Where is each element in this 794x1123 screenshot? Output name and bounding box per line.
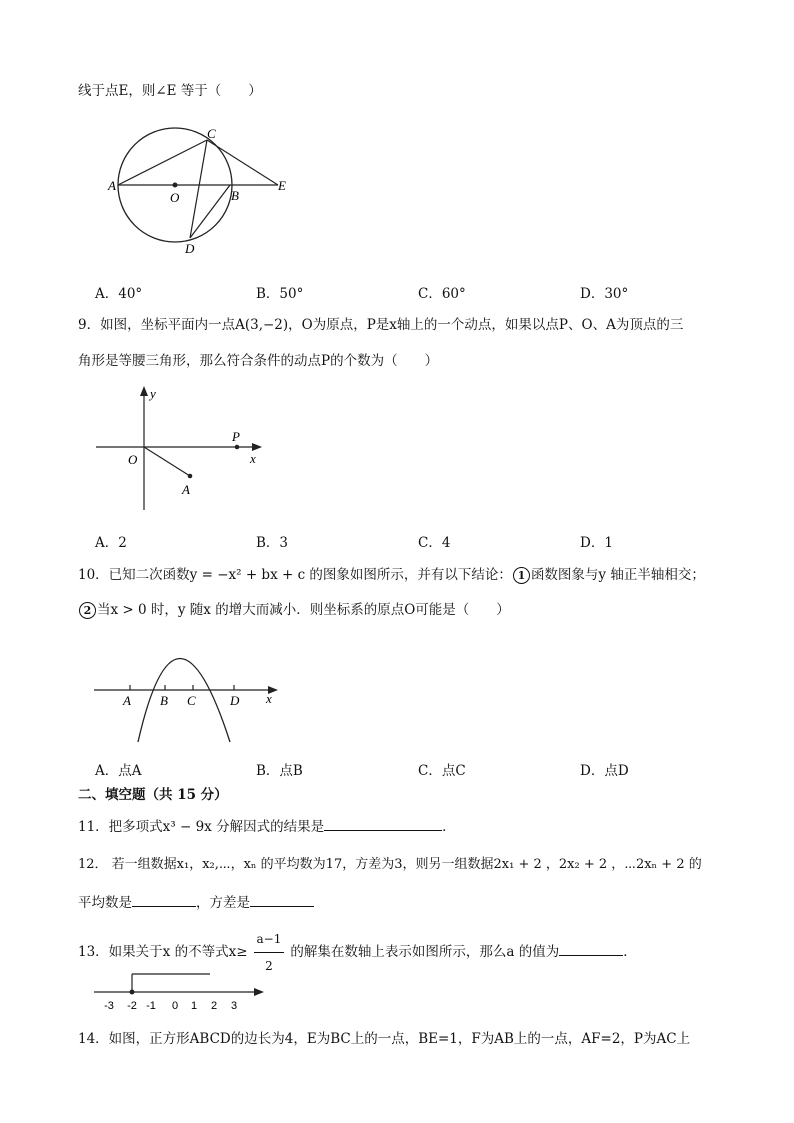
- q8-option-d: D．30°: [580, 286, 629, 302]
- q8-label-C: C: [207, 126, 216, 141]
- q9-coordinate-figure: [92, 382, 272, 512]
- q10-text-b: 函数图象与y 轴正半轴相交；: [530, 567, 705, 583]
- q13-tick-label: 1: [190, 1000, 198, 1012]
- q13-tick-label: 0: [171, 1000, 179, 1012]
- q11-answer-blank[interactable]: [324, 816, 442, 831]
- q14-text: 14．如图，正方形ABCD的边长为4，E为BC上的一点，BE=1，F为AB上的一点，AF=2，P为AC上: [78, 1031, 691, 1047]
- q9-label-x: x: [250, 451, 256, 466]
- q8-label-E: E: [278, 178, 286, 193]
- q8-label-O: O: [170, 190, 180, 205]
- q10-label-D: D: [230, 693, 240, 708]
- q8-label-A: A: [108, 178, 116, 193]
- q13-answer-blank[interactable]: [559, 941, 623, 956]
- q13-tick-label: -1: [146, 1000, 156, 1012]
- q13-text-b: 的解集在数轴上表示如图所示，那么a 的值为: [290, 944, 560, 960]
- q9-text-line1: 9．如图，坐标平面内一点A(3,−2)，O为原点，P是x轴上的一个动点，如果以点P、O、A为顶点的三: [78, 317, 684, 333]
- q9-text-line2: 角形是等腰三角形，那么符合条件的动点P的个数为（ ）: [78, 353, 439, 369]
- q10-text-a: 10．已知二次函数y = −x² + bx + c 的图象如图所示，并有以下结论：: [78, 567, 512, 583]
- q12-variance-blank[interactable]: [250, 892, 314, 907]
- q13-tick-label: 2: [210, 1000, 218, 1012]
- q12-text-a: 平均数是: [78, 895, 132, 911]
- q8-label-B: B: [231, 188, 239, 203]
- q8-option-b: B．50°: [256, 286, 304, 302]
- q10-text-line2: [78, 600, 510, 620]
- q9-label-O: O: [128, 452, 138, 467]
- q11-end: ．: [442, 819, 456, 835]
- q13-number-line: [92, 966, 272, 1016]
- q12-line2: [78, 892, 314, 913]
- q12-mean-blank[interactable]: [132, 892, 196, 907]
- q10-option-d: D．点D: [580, 763, 629, 779]
- q10-label-A: A: [123, 693, 131, 708]
- q9-label-P: P: [232, 429, 240, 444]
- q9-option-a: A．2: [95, 535, 127, 551]
- q13-text-a: 13．如果关于x 的不等式x≥: [78, 944, 248, 960]
- q12-text-b: ，方差是: [196, 895, 250, 911]
- section-heading: 二、填空题（共 15 分）: [78, 787, 228, 803]
- q10-text-c: 当x > 0 时，y 随x 的增大而减小．则坐标系的原点O可能是（ ）: [97, 602, 510, 618]
- q13-fraction-denominator: 2: [265, 959, 273, 973]
- q9-option-c: C．4: [418, 535, 451, 551]
- q13-end: ．: [623, 944, 637, 960]
- q9-label-A: A: [182, 482, 190, 497]
- q9-option-b: B．3: [256, 535, 289, 551]
- q8-option-c: C．60°: [418, 286, 466, 302]
- q9-label-y: y: [150, 386, 156, 401]
- q10-text-line1: [78, 565, 705, 585]
- q13-fraction-numerator: a−1: [254, 926, 285, 953]
- q12-text-line1: 12． 若一组数据x₁，x₂,⋯，xₙ 的平均数为17，方差为3，则另一组数据2x₁ + 2 ，2x₂ + 2 ，⋯2xₙ + 2 的: [78, 857, 702, 872]
- q13-tick-label: -3: [104, 1000, 114, 1012]
- q10-label-x: x: [266, 691, 272, 706]
- q9-option-d: D．1: [580, 535, 613, 551]
- q8-circle-figure: [100, 120, 300, 260]
- q10-parabola-figure: [92, 630, 292, 750]
- q10-option-c: C．点C: [418, 763, 466, 779]
- q13-tick-label: -2: [127, 1000, 137, 1012]
- q10-conclusion-1-marker: 1: [513, 567, 530, 584]
- q10-option-b: B．点B: [256, 763, 303, 779]
- q8-label-D: D: [185, 241, 195, 256]
- q10-conclusion-2-marker: 2: [79, 602, 96, 619]
- q11-text: 11．把多项式x³ − 9x 分解因式的结果是: [78, 819, 325, 835]
- q10-label-B: B: [160, 693, 168, 708]
- q13-tick-label: 3: [230, 1000, 238, 1012]
- q8-text: 线于点E，则∠E 等于（ ）: [78, 83, 262, 99]
- q11-line: [78, 816, 456, 837]
- q10-option-a: A．点A: [95, 763, 142, 779]
- q10-label-C: C: [187, 693, 196, 708]
- q8-option-a: A．40°: [95, 286, 143, 302]
